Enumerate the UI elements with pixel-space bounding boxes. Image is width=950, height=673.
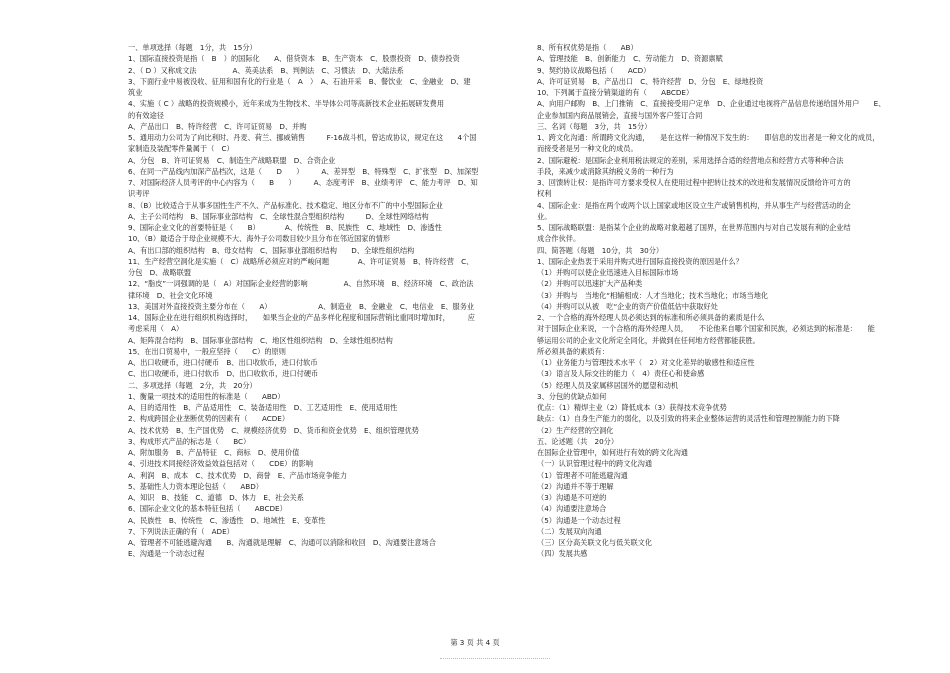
footer-divider [440,658,550,659]
text-line: A、技术优势 B、生产国优势 C、规模经济优势 D、货币和资金优势 E、组织管理优势 [128,425,419,435]
text-line: A、主子公司结构 B、国际事业部结构 C、全球性混合型组织结构 D、全球性网络结构 [128,211,429,221]
text-line: 所必须具备的素质有： [537,346,609,356]
text-line: 三、名词（每题 3分，共 15分） [537,121,652,131]
text-line: 7、对国际经济人员考评的中心内容为（ B ） A、态度考评 B、业绩考评 C、能力考评 D、知 [128,178,478,187]
text-line: （5）经理人员及家属移居国外的愿望和动机 [537,380,679,390]
text-line: 对于国际企业来说，一个合格的海外经理人员， 不论他来自哪个国家和民族，必须达到的标准是： 能 [537,324,875,334]
text-line: 9、契约协议战略包括（ ACD） [537,65,651,75]
text-line: A、许可证贸易 B、产品出口 C、特许经营 D、分包 E、绿地投资 [537,76,764,86]
text-line: 8、（B）比较适合于从事多国性生产不久、产品标准化、技术稳定、地区分布不广的中小型国际企业 [128,200,443,210]
text-line: 分包 D、战略联盟 [128,268,192,277]
text-line: 5、通用动力公司为了向比利时、丹麦、荷兰、挪威销售 F-16战斗机，曾达成协议，规定在这 4个国 [128,133,477,142]
text-line: 13、美国对外直接投资主要分布在（ A） A、制造业 B、金融业 C、电信业 E、服务业 [128,301,475,311]
text-line: （2）并购可以迅速扩大产品种类 [537,279,643,289]
text-line: 10、（B）最适合于母企业规模不大、海外子公司数目较少且分布在邻近国家的情形 [128,234,391,244]
text-line: 2、构成跨国企业垄断优势的因素有（ ACDE） [128,414,290,424]
text-line: 识考评 [128,189,150,199]
text-line: 够运用公司的企业文化所定全同化，并做到在任何地方经营都能获胜。 [537,335,760,345]
text-line: 6、在同一产品线内加深产品档次，这是（ D ） A、差异型 B、特殊型 C、扩张型 D、加深型 [128,166,479,176]
text-line: A、矩阵混合结构 B、国际事业部结构 C、地区性组织结构 D、全球性组织结构 [128,335,393,345]
text-line: 在国际企业管理中，如何进行有效的跨文化沟通 [537,448,688,457]
text-line: 2、（ D ）又称成文法 A、英美法系 B、判例法 C、习惯法 D、大陆法系 [128,65,404,75]
text-line: 4、国际企业：是指在两个或两个以上国家或地区设立生产或销售机构，并从事生产与经营活动的企 [537,200,851,210]
text-line: 企业参加国内商品展销会，直接与国外客户签订合同 [537,110,703,120]
text-line: （三）区分高关联文化与低关联文化 [537,538,653,547]
text-line: 1、国际直接投资是指（ B ）的国际化 A、借贷资本 B、生产资本 C、股票投资 D、债券投资 [128,54,460,64]
text-line: 1、跨文化沟通：所谓跨文化沟通， 是在这样一种情况下发生的： 即信息的发出者是一种文化的成员， [537,133,880,142]
text-line: 2、一个合格的海外经理人员必须达到的标准和所必须具备的素质是什么 [537,313,765,322]
text-line: （2）沟通并不等于理解 [537,481,614,491]
text-line: 考虑采用（ A） [128,324,184,334]
text-line: 11、生产经营空洞化是实施（ C）战略所必须应对的严峻问题 A、许可证贸易 B、特许经营 C、 [128,256,474,266]
text-line: 10、下列属于直接分销渠道的有（ ABCDE） [537,88,694,97]
text-line: A、向用户邮购 B、上门推销 C、直接接受用户定单 D、企业通过电视将产品信息传递给国外用户 E、 [537,99,886,109]
text-line: 1、衡量一项技术的适用性的标准是（ ABD） [128,391,285,401]
text-line: A、民族性 B、传统性 C、渗透性 D、地域性 E、变革性 [128,515,326,525]
text-line: 8、所有权优势是指（ AB） [537,43,638,52]
text-line: （4）沟通要注意场合 [537,504,607,514]
text-line: E、沟通是一个动态过程 [128,549,205,559]
text-line: 4、引进技术同接经济效益效益包括对（ CDE）的影响 [128,459,313,469]
text-line: 1、国际企业热衷于采用并购式进行国际直接投资的原因是什么？ [537,256,743,266]
text-line: 五、论述题（共 20分） [537,436,619,446]
text-line: 筑业 [128,88,143,97]
text-line: 3、分包的优缺点如何 [537,391,607,401]
text-line: （3）并购与 当地化“相辅相成：人才当地化；技术当地化；市场当地化 [537,290,769,300]
text-line: A、目的适用性 B、产品适用性 C、装备适用性 D、工艺适用性 E、使用适用性 [128,403,398,412]
right-column [537,42,902,560]
text-line: 7、下列说法正确的有（ ADE） [128,526,234,536]
text-line: （一）认识管理过程中的跨文化沟通 [537,459,653,469]
text-line: 4、实施（ C ）战略的投资规模小，近年来成为生物技术、半导体公司等高新技术企业拓展研发费用 [128,99,445,109]
text-line: 5、国际战略联盟：是指某个企业的战略对象超越了国界，在世界范围内与对自己发展有利的企业结 [537,223,851,232]
text-line: （5）沟通是一个动态过程 [537,515,621,525]
text-line: 家制造及装配零件量属于（ C） [128,144,234,154]
text-line: 业。 [537,211,552,221]
text-line: 9、国际企业文化的首要特征是（ B） A、传统性 B、民族性 C、地域性 D、渗透性 [128,223,442,232]
text-line: 成合作伙伴。 [537,234,581,244]
text-line: 2、国际避税：是国际企业利用税法规定的差别，采用选择合适的经营地点和经营方式等种种合法 [537,155,844,165]
left-column [128,42,490,560]
text-line: 5、基础性人力资本理论包括（ ABD） [128,481,263,491]
text-line: A、产品出口 B、特许经营 C、许可证贸易 D、并购 [128,121,307,131]
text-line: （1）业务能力与管理技术水平（ 2）对文化差异的敏感性和适应性 [537,358,755,367]
text-line: A、管理技能 B、创新能力 C、劳动能力 D、资源禀赋 [537,54,723,64]
text-line: 6、国际企业文化的基本特征包括（ ABCDE） [128,504,287,514]
text-line: （3）沟通是不可逆的 [537,493,607,502]
text-line: A、知识 B、技能 C、道德 D、体力 E、社会关系 [128,493,304,502]
text-line: （2）生产经营的空洞化 [537,425,614,435]
text-line: 四、简答题（每题 10分，共 30分） [537,245,664,255]
text-line: C、出口收硬币，进口付软币 D、出口收软币，进口付硬币 [128,369,319,379]
text-line: （1）并购可以使企业迅速进入目标国际市场 [537,268,679,277]
text-line: 手段，来减少或消除其纳税义务的一种行为 [537,166,674,176]
text-line: 15、在出口贸易中，一般应坚持（ C）的原则 [128,346,286,356]
text-line: A、利润 B、成本 C、技术优势 D、商誉 E、产品市场竞争能力 [128,470,348,480]
text-line: 优点：（1）精焊主业（2）降低成本（3）获得技术竞争优势 [537,403,727,412]
text-line: 3、回馈转让权：是指许可方要求受权人在使用过程中把转让技术的改进和发展情况反馈给许可方的 [537,178,851,187]
text-line: 律环境 D、社会文化环境 [128,290,213,300]
text-line: （四）发展共感 [537,549,588,559]
page-footer: 第 3 页 共 4 页 [450,638,500,647]
text-line: 一、单项选择（每题 1分，共 15分） [128,43,257,52]
text-line: 3、构成形式产品的标志是（ BC） [128,436,251,446]
text-line: A、有出口部的组织结构 B、母女结构 C、国际事业部组织结构 D、全球性组织结构 [128,245,415,255]
text-line: 3、下面行业中易被没收、征用和国有化的行业是（ A ） A、石油开采 B、餐饮业 C、金融业 D、建 [128,76,471,86]
text-line: A、附加服务 B、产品特征 C、商标 D、使用价值 [128,448,300,457]
text-line: 权利 [537,189,552,199]
text-line: 14、国际企业在进行组织机构选择时， 如果当企业的产品多样化程度和国际营销比重同时增加时， 应 [128,313,475,322]
text-line: （1）管理者不可能逃避沟通 [537,470,628,480]
text-line: （3）语言及人际交往的能力（ 4）责任心和使命感 [537,369,705,379]
text-line: 缺点：（1）自身生产能力的弱化，以及引致的将来企业整体运营的灵活性和管理控制能力的下降 [537,414,840,424]
text-line: A、分包 B、许可证贸易 C、制造生产战略联盟 D、合资企业 [128,155,336,165]
text-line: A、出口收硬币，进口付硬币 B、出口收软币，进口付软币 [128,358,318,367]
text-line: （4）并购可以从被 吃“企业的资产价值低估中获取好处 [537,301,718,311]
text-line: （二）发展双向沟通 [537,526,602,536]
text-line: 二、多项选择（每题 2分，共 20分） [128,380,257,390]
text-line: A、管理者不可能逃避沟通 B、沟通就是理解 C、沟通可以消除和收回 D、沟通要注意场合 [128,538,436,547]
text-line: 12、“脂皮”一词强调的是（ A）对国际企业经营的影响 A、自然环境 B、经济环境 C、政治法 [128,279,474,289]
text-line: 的有效途径 [128,110,164,120]
text-line: 而接受者是另一种文化的成员。 [537,144,638,154]
